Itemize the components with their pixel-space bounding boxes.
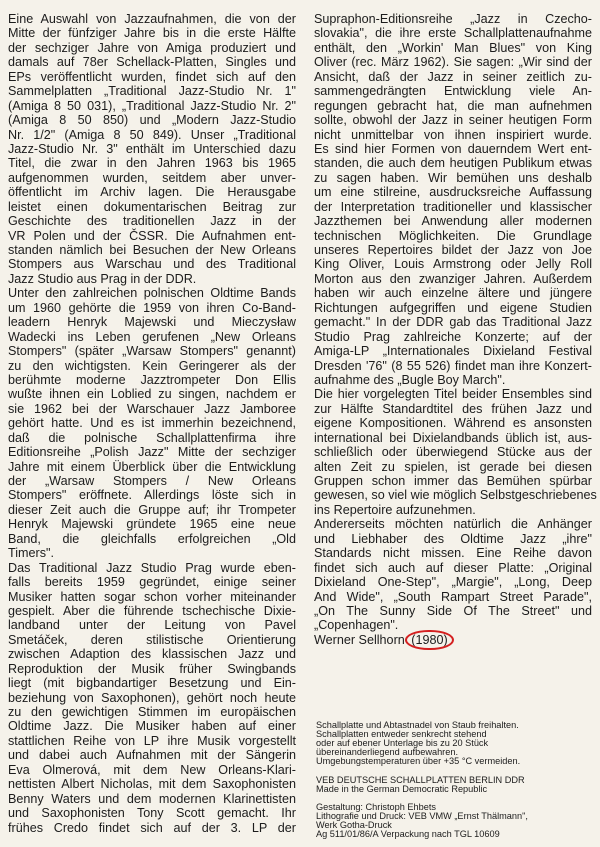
text-line: gemacht." In der DDR gab das Traditional Jazz [314,315,592,330]
text-line: Supraphon-Editionsreihe „Jazz in Czecho- [314,12,592,26]
text-line: der Interpretation traditioneller und klassischer [314,199,592,214]
text-line: zu sagen haben. Wir bemühen uns deshalb [314,170,592,185]
text-line: wußte ihnen ein Loblied zu singen, nachdem er [8,387,296,402]
text-line: Smetáček, deren stilistische Orientierung [8,632,296,647]
text-line: gehört hatte. Und es ist immerhin bezeichnend, [8,416,296,431]
text-line: Eine Auswahl von Jazzaufnahmen, die von der [8,12,296,26]
text-line: dieser Zeit auch die Gruppe auf; ihr Trompeter [8,502,296,517]
text-line: Oldtime Jazz. Die Musiker haben auf einer [8,719,296,734]
publisher-info [316,776,525,794]
small-print-line: Werk Gotha-Druck [316,819,392,830]
year-circled: (1980) [408,633,450,647]
text-line: nicht unmittelbar von ihnen inspiriert wurde. [314,127,592,142]
text-line: Stompers aus Warschau und des Traditional [8,257,296,272]
text-line: Band, die gleichfalls erfolgreichen „Old [8,531,296,546]
text-line: gewesen, so viel wie möglich Selbstgeschriebenes [314,488,597,503]
text-line: VR Polen und der ČSSR. Die Aufnahmen ent- [8,228,296,243]
text-line: Jazz Studio aus Prag in der DDR. [8,271,197,286]
text-line: um eine stilreine, ausdrucksreiche Auffassung [314,185,592,200]
paragraph [314,387,597,517]
small-print-line: Lithografie und Druck: VEB VMW „Ernst Thälmann", [316,810,528,821]
text-line: Reproduktion der Musik früher Swingbands [8,661,296,676]
text-line: Standards nicht missen. Eine Reihe davon [314,546,592,561]
text-line: landband unter der Leitung von Pavel [8,618,296,633]
text-line: Gruppen schon immer das Bemühen spürbar [314,474,592,488]
text-line: EPs veröffentlicht wurden, findet sich auf den [8,69,296,84]
text-line: schließlich oder überwiegend Stücke aus der [314,445,592,460]
text-line: der „Warsaw Stompers / New Orleans [8,474,296,488]
text-line: Es sind hier Formen von dauerndem Wert ent- [314,141,592,156]
left-text-column [8,12,296,835]
text-line: international bei Dixielandbands üblich ist, aus- [314,430,592,445]
text-line: und Saxophonisten Tony Scott gemacht. Ihr [8,806,296,821]
right-text-column [314,12,597,647]
small-print-line: Schallplatten entweder senkrecht stehend [316,728,487,739]
text-line: leistet einen dokumentarischen Beitrag zur [8,199,296,214]
text-line: alten Zeit zu spielen, ist gerade bei diesen [314,459,592,474]
text-line: zur Hälfte Standardtitel des frühen Jazz und [314,401,592,416]
text-line: aufgenommen wurden, seitdem aber unver- [8,170,296,185]
paragraph [8,286,296,560]
small-print-line: Made in the German Democratic Republic [316,783,488,794]
text-line: frühes Credo findet sich auf der 3. LP der [8,820,296,835]
text-line: Henryk Majewski gründete 1965 eine neue [8,517,296,532]
text-line: und Liebhaber des Oldtime Jazz „ihre" [314,531,592,546]
text-line: enthält, den „Workin' Man Blues" von King [314,40,592,55]
text-line: King Oliver, Louis Armstrong oder Jelly Roll [314,257,592,272]
text-line: berühmte moderne Jazztrompeter Don Ellis [8,372,296,387]
small-print-line: Schallplatte und Abtastnadel von Staub freihalten. [316,720,519,730]
text-line: Benny Waters und dem modernen Klarinettisten [8,791,296,806]
paragraph [314,517,592,633]
author-name: Werner Sellhorn [314,632,405,647]
text-line: sollte, obwohl der Jazz in seiner heutigen Form [314,113,592,128]
care-notice [316,721,520,766]
text-line: findet sich auch auf dieser Platte: „Original [314,560,592,575]
small-print-line: VEB DEUTSCHE SCHALLPLATTEN BERLIN DDR [316,775,525,785]
text-line: And Wide", „South Rampart Street Parade", [314,589,592,604]
text-line: Editionsreihe „Polish Jazz" Mitte der sechziger [8,445,296,460]
text-line: Stompers" (später „Warsaw Stompers" genannt) [8,344,296,359]
text-line: stattlichen Reihe von LP ihre Musik vorgestellt [8,733,296,748]
text-line: Amiga-LP „Internationales Dixieland Festival [314,344,592,359]
text-line: Geschichte des traditionellen Jazz in der [8,214,296,229]
credits [316,803,528,839]
text-line: Ansicht, daß der Jazz in seiner zeitlich zu- [314,69,592,84]
text-line: damals auf 78er Schellack-Platten, Singles und [8,55,296,70]
text-line: Studio Prag zahlreiche Konzerte; auf der [314,329,592,344]
text-line: öffentlicht im Archiv lagen. Die Herausgabe [8,185,296,200]
small-print-line: Ag 511/01/86/A Verpackung nach TGL 10609 [316,828,500,839]
text-line: Jazz-Studio Nr. 3" enthält im Unterschied dazu [8,141,296,156]
small-print-line: Gestaltung: Christoph Ehbets [316,802,437,812]
text-line: nettisten Albert Nicholas, mit dem Saxophonisten [8,777,296,792]
text-line: zu den wichtigsten. Kein Geringerer als der [8,358,296,373]
text-line: zwischen Adaption des klassischen Jazz und [8,647,296,662]
text-line: Stompers" eröffnete. Allerdings löste sich in [8,488,296,503]
text-line: und dabei auch Aufnahmen mit der Sängerin [8,748,296,763]
text-line: daß die polnische Schallplattenfirma ihre [8,430,296,445]
text-line: ins Repertoire aufzunehmen. [314,502,476,517]
text-line: gespielt. Aber die führende tschechische Dixie- [8,603,296,618]
text-line: unseres Repertoires bildet der Jazz von Joe [314,243,592,257]
text-line: „Copenhagen". [314,618,399,633]
text-line: Mitte der fünfziger Jahre bis in die erste Hälfte [8,26,296,41]
small-print-line: Umgebungstemperaturen über +35 °C vermeiden. [316,755,521,766]
text-line: slovakia", die ihre erste Schallplattenaufnahme [314,26,592,41]
text-line: beziehung von Saxophonen), gehört noch heute [8,690,296,705]
text-line: haben wir auch einzelne ältere und jüngere [314,286,592,301]
text-line: sammengedrängten Entwicklung viele An- [314,84,592,99]
text-line: Dixieland One-Step", „Margie", „Long, Deep [314,575,592,590]
text-line: falls bereits 1959 gegründet, einige seiner [8,575,296,590]
paragraph [8,12,296,286]
text-line: Dresden '76" (8 55 526) findet man ihre Konzert- [314,358,592,373]
text-line: sie 1962 bei der Warschauer Jazz Jamboree [8,401,296,416]
text-line: „On The Sunny Side Of The Street" und [314,603,592,618]
text-line: Andererseits möchten natürlich die Anhänger [314,517,592,532]
text-line: (Amiga 8 50 031), „Traditional Jazz-Studio Nr. 2" [8,98,296,113]
text-line: aufnahme des „Bugle Boy March". [314,372,506,387]
text-line: technischen Möglichkeiten. Die Grundlage [314,228,592,243]
text-line: Nr. 1/2" (Amiga 8 50 849). Unser „Traditional [8,127,296,142]
text-line: zu den gewichtigen Stimmen im europäischen [8,705,296,719]
text-line: Jazzthemen bei Anwendung aller modernen [314,214,592,229]
text-line: standen, die auch dem heutigen Publikum etwas [314,156,592,171]
text-line: (Amiga 8 50 850) und „Modern Jazz-Studio [8,113,296,128]
text-line: Jahre mit einem Überblick über die Entwicklung [8,459,296,474]
text-line: um 1960 gehörte die 1959 von ihren Co-Band- [8,300,296,315]
text-line: standen nämlich bei Besuchen der New Orleans [8,243,296,257]
text-line: Das Traditional Jazz Studio Prag wurde eben- [8,560,296,575]
text-line: liegt (mit bigbandartiger Besetzung und Ein- [8,676,296,691]
small-print-line: übereinanderliegend aufbewahren. [316,746,459,757]
text-line: Timers". [8,546,54,561]
paragraph [8,561,296,835]
text-line: regungen gebracht hat, die man aufnehmen [314,98,592,113]
text-line: Oliver (rec. März 1962). Sie sagen: „Wir sind der [314,55,592,70]
paragraph [314,12,592,387]
text-line: eigene Kompositionen. Während es ansonsten [314,416,592,431]
small-print-line: oder auf ebener Unterlage bis zu 20 Stück [316,737,489,748]
text-line: der sechziger Jahre von Amiga produziert und [8,40,296,55]
text-line: Richtungen aufgegriffen und eigene Studien [314,300,592,315]
text-line: Eva Olmerová, mit dem New Orleans-Klari- [8,762,296,777]
signature [314,633,592,647]
text-line: leadern Henryk Majewski und Mieczysław [8,315,296,330]
text-line: Wadecki ins Leben gerufenen „New Orleans [8,329,296,344]
text-line: Die hier vorgelegten Titel beider Ensembles sind [314,387,592,402]
text-line: Unter den zahlreichen polnischen Oldtime Bands [8,286,296,301]
text-line: Morton aus den zwanziger Jahren. Außerdem [314,271,592,286]
text-line: Titel, die zwar in den Jahren 1963 bis 1965 [8,156,296,171]
text-line: Sammelplatten „Traditional Jazz-Studio Nr. 1" [8,84,296,99]
text-line: Musiker hatten sogar schon vorher miteinander [8,589,296,604]
